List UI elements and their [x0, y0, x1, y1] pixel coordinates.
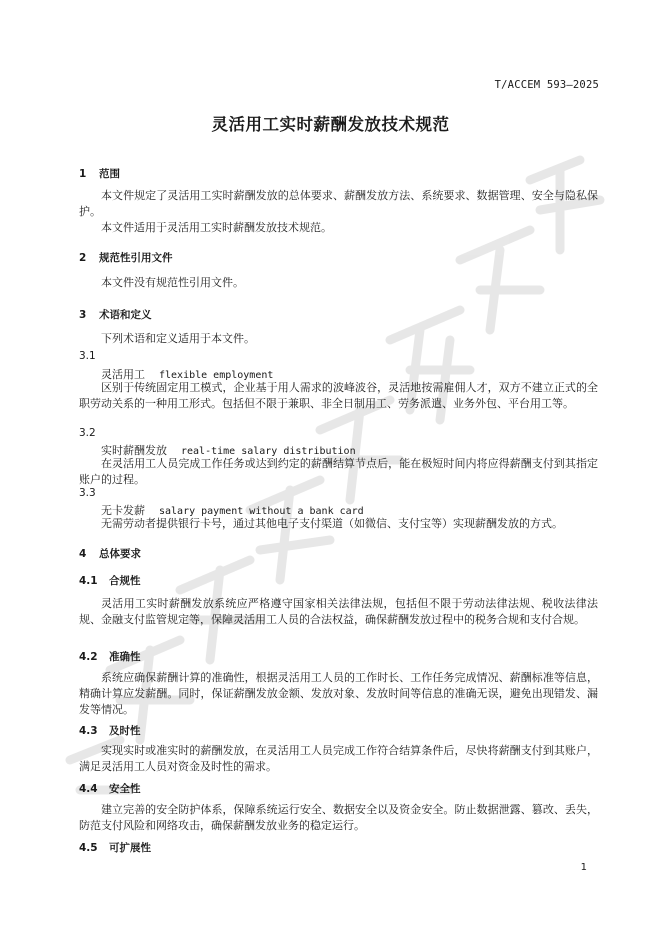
section-heading — [79, 250, 173, 265]
term-definition: 在灵活用工人员完成工作任务或达到约定的薪酬结算节点后，能在极短时间内将应得薪酬支付到其指定账户的过程。 — [79, 457, 598, 486]
term-cn: 灵活用工 — [101, 368, 145, 381]
subsection-heading — [79, 781, 141, 796]
subsection-title: 准确性 — [109, 651, 141, 663]
term-cn: 实时薪酬发放 — [101, 444, 167, 457]
subsection-title: 合规性 — [109, 575, 141, 587]
subsection-number: 4.4 — [79, 783, 98, 795]
paragraph: 本文件没有规范性引用文件。 — [101, 276, 244, 289]
paragraph: 系统应确保薪酬计算的准确性，根据灵活用工人员的工作时长、工作任务完成情况、薪酬标准等信息，精确计算应发薪酬。同时，保证薪酬发放金额、发放对象、发放时间等信息的准确无误，避免出现错发、漏发等情况。 — [79, 671, 598, 716]
term-definition: 区别于传统固定用工模式，企业基于用人需求的波峰波谷，灵活地按需雇佣人才，双方不建立正式的全职劳动关系的一种用工形式。包括但不限于兼职、非全日制用工、劳务派遣、业务外包、平台用工等。 — [79, 381, 598, 410]
section-title: 范围 — [99, 168, 120, 180]
subsection-number: 4.3 — [79, 725, 98, 737]
subsection-heading — [79, 649, 141, 664]
section-heading — [79, 166, 120, 181]
paragraph: 本文件适用于灵活用工实时薪酬发放技术规范。 — [101, 221, 332, 234]
section-number: 1 — [79, 168, 87, 180]
paragraph: 实现实时或准实时的薪酬发放，在灵活用工人员完成工作符合结算条件后，尽快将薪酬支付到其账户，满足灵活用工人员对资金及时性的需求。 — [79, 744, 598, 773]
section-title: 术语和定义 — [99, 309, 152, 321]
term-en: salary payment without a bank card — [159, 506, 364, 517]
paragraph: 下列术语和定义适用于本文件。 — [101, 332, 255, 345]
document-title: 灵活用工实时薪酬发放技术规范 — [211, 115, 450, 134]
section-number: 4 — [79, 548, 87, 560]
subsection-title: 及时性 — [109, 725, 141, 737]
section-title: 规范性引用文件 — [99, 252, 173, 264]
subsection-heading — [79, 573, 141, 588]
section-number: 2 — [79, 252, 87, 264]
subsection-number: 4.5 — [79, 842, 98, 854]
term-en: real-time salary distribution — [181, 446, 356, 457]
term-number: 3.1 — [79, 350, 96, 362]
subsection-heading — [79, 840, 151, 855]
term-number: 3.2 — [79, 427, 96, 439]
section-number: 3 — [79, 309, 87, 321]
document-number: T/ACCEM 593—2025 — [494, 79, 599, 91]
paragraph: 建立完善的安全防护体系，保障系统运行安全、数据安全以及资金安全。防止数据泄露、篡改、丢失，防范支付风险和网络攻击，确保薪酬发放业务的稳定运行。 — [79, 803, 598, 832]
subsection-title: 可扩展性 — [109, 842, 151, 854]
subsection-number: 4.1 — [79, 575, 98, 587]
subsection-heading — [79, 723, 141, 738]
subsection-title: 安全性 — [109, 783, 141, 795]
section-title: 总体要求 — [99, 548, 141, 560]
term-cn: 无卡发薪 — [101, 504, 145, 517]
section-heading — [79, 546, 141, 561]
term-en: flexible employment — [159, 370, 274, 381]
section-heading — [79, 307, 152, 322]
page-number: 1 — [580, 862, 587, 873]
term-definition: 无需劳动者提供银行卡号，通过其他电子支付渠道（如微信、支付宝等）实现薪酬发放的方式。 — [101, 517, 563, 530]
subsection-number: 4.2 — [79, 651, 98, 663]
term-number: 3.3 — [79, 487, 96, 499]
paragraph: 灵活用工实时薪酬发放系统应严格遵守国家相关法律法规，包括但不限于劳动法律法规、税收法律法规、金融支付监管规定等，保障灵活用工人员的合法权益，确保薪酬发放过程中的税务合规和支付合规。 — [79, 597, 598, 626]
paragraph: 本文件规定了灵活用工实时薪酬发放的总体要求、薪酬发放方法、系统要求、数据管理、安全与隐私保护。 — [79, 189, 598, 218]
